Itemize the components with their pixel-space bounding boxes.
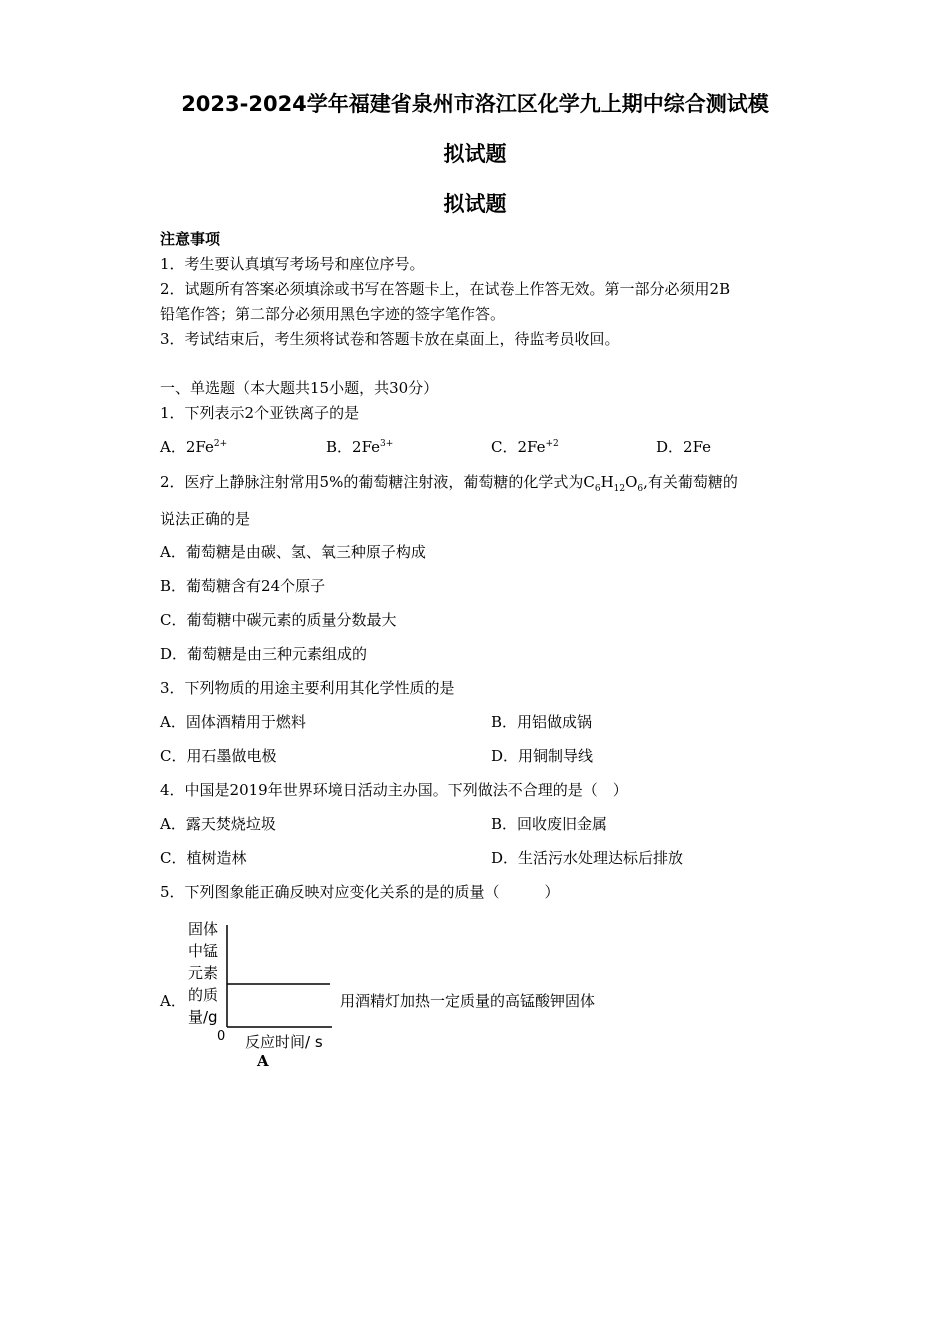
y-label-line: 的质: [188, 986, 219, 1004]
q2-option-a: A．葡萄糖是由碳、氢、氧三种原子构成: [160, 543, 426, 561]
graph-caption: A: [257, 1052, 269, 1070]
graph-y-label: [188, 918, 224, 1028]
notice-item: 3．考试结束后，考生须将试卷和答题卡放在桌面上，待监考员收回。: [160, 330, 620, 348]
q2-option-c: C．葡萄糖中碳元素的质量分数最大: [160, 611, 397, 629]
q3-stem: 3．下列物质的用途主要利用其化学性质的是: [160, 679, 455, 697]
y-label-line: 量/g: [188, 1008, 218, 1026]
title-line-3: 拟试题: [443, 192, 507, 216]
notice-heading: 注意事项: [160, 230, 221, 248]
q5-option-a-label: A．: [160, 992, 186, 1010]
q1-option-d: D．2Fe: [656, 438, 712, 456]
graph-origin: 0: [217, 1029, 226, 1044]
q1-a-text: A．2Fe: [160, 438, 214, 456]
q1-c-text: C．2Fe: [491, 438, 546, 456]
q2-stem-part1: 2．医疗上静脉注射常用5%的葡萄糖注射液，葡萄糖的化学式为C: [160, 473, 595, 491]
q1-a-charge: 2+: [213, 439, 228, 449]
q5-stem: 5．下列图象能正确反映对应变化关系的是的质量（ ）: [160, 883, 560, 901]
q1-option-c: [491, 436, 559, 457]
q2-sub-o: 6: [637, 484, 644, 494]
q2-sub-c: 6: [594, 484, 601, 494]
q2-stem: [160, 471, 738, 494]
y-label-line: 中锰: [188, 942, 219, 960]
q1-option-a: [160, 436, 227, 457]
q5-option-a-text: 用酒精灯加热一定质量的高锰酸钾固体: [340, 992, 596, 1010]
q4-stem: 4．中国是2019年世界环境日活动主办国。下列做法不合理的是（ ）: [160, 781, 628, 799]
notice-item: 铅笔作答；第二部分必须用黑色字迹的签字笔作答。: [160, 305, 506, 323]
q3-option-b: B．用铝做成锅: [491, 713, 593, 731]
y-label-line: 固体: [188, 920, 219, 938]
q2-o: O: [625, 473, 638, 491]
q3-option-d: D．用铜制导线: [491, 747, 594, 765]
q1-c-charge: +2: [545, 439, 559, 449]
title-line-1: 2023-2024学年福建省泉州市洛江区化学九上期中综合测试模: [181, 92, 769, 116]
q2-sub-h: 12: [613, 484, 626, 494]
q4-option-d: D．生活污水处理达标后排放: [491, 849, 684, 867]
title-line-2: 拟试题: [443, 142, 507, 166]
q2-h: H: [600, 473, 614, 491]
q1-b-charge: 3+: [380, 439, 394, 449]
q2-option-d: D．葡萄糖是由三种元素组成的: [160, 645, 368, 663]
q1-option-b: [326, 436, 393, 457]
q2-option-b: B．葡萄糖含有24个原子: [160, 577, 326, 595]
y-label-line: 元素: [188, 964, 219, 982]
graph-x-label: 反应时间/ s: [245, 1033, 323, 1051]
q2-stem-part2: ,有关葡萄糖的: [643, 473, 738, 491]
q4-option-b: B．回收废旧金属: [491, 815, 608, 833]
q1-b-text: B．2Fe: [326, 438, 381, 456]
q3-option-a: A．固体酒精用于燃料: [160, 713, 306, 731]
q4-option-a: A．露天焚烧垃圾: [160, 815, 276, 833]
q5-figure-a: [160, 915, 680, 1080]
notice-item: 2．试题所有答案必须填涂或书写在答题卡上，在试卷上作答无效。第一部分必须用2B: [160, 280, 731, 298]
q1-stem: 1．下列表示2个亚铁离子的是: [160, 404, 360, 422]
q2-stem-line2: 说法正确的是: [160, 510, 251, 528]
section-heading: 一、单选题（本大题共15小题，共30分）: [160, 379, 439, 397]
notice-item: 1．考生要认真填写考场号和座位序号。: [160, 255, 425, 273]
q4-option-c: C．植树造林: [160, 849, 247, 867]
q3-option-c: C．用石墨做电极: [160, 747, 277, 765]
